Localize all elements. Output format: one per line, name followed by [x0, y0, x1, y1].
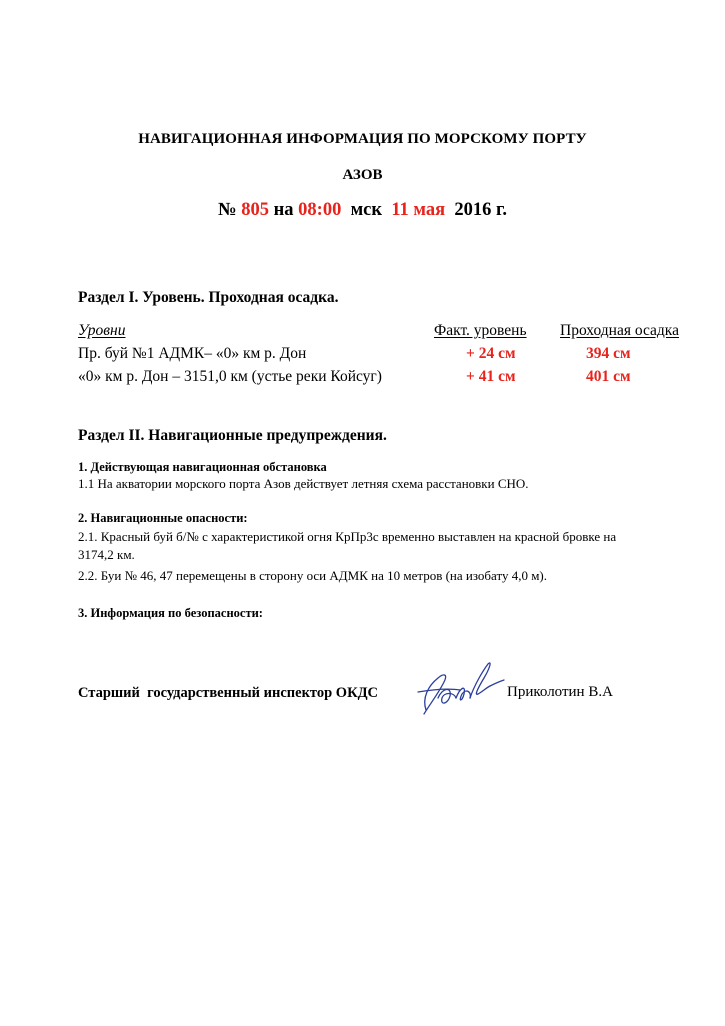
number-sign: № [218, 200, 237, 220]
column-header-draft: Проходная осадка [560, 322, 679, 339]
row1-draft: 394 см [586, 345, 631, 362]
row2-name: «0» км р. Дон – 3151,0 км (устье реки Койсуг) [78, 368, 382, 385]
signer-title: Старший государственный инспектор ОКДС [78, 685, 379, 701]
bulletin-time: 08:00 [298, 200, 342, 220]
row2-fact-level: + 41 см [466, 368, 516, 385]
section2-title: Раздел II. Навигационные предупреждения. [78, 427, 387, 444]
row2-draft: 401 см [586, 368, 631, 385]
subsection2-title: 2. Навигационные опасности: [78, 511, 248, 525]
column-header-fact-level: Факт. уровень [434, 322, 527, 339]
column-header-levels: Уровни [78, 322, 126, 339]
subsection1-line: 1.1 На акватории морского порта Азов действует летняя схема расстановки СНО. [78, 476, 529, 491]
row1-fact-level: + 24 см [466, 345, 516, 362]
signer-name: Приколотин В.А [507, 684, 613, 700]
section1-title: Раздел I. Уровень. Проходная осадка. [78, 289, 339, 306]
subsection3-title: 3. Информация по безопасности: [78, 606, 263, 620]
on-word: на [273, 200, 294, 220]
row1-name: Пр. буй №1 АДМК– «0» км р. Дон [78, 345, 307, 362]
document-title: НАВИГАЦИОННАЯ ИНФОРМАЦИЯ ПО МОРСКОМУ ПОРТУ [138, 131, 587, 147]
subsection1-title: 1. Действующая навигационная обстановка [78, 460, 327, 474]
bulletin-year: 2016 г. [454, 200, 507, 220]
bulletin-line [0, 200, 725, 221]
bulletin-number: 805 [241, 200, 269, 220]
signature-image [408, 658, 508, 720]
bulletin-date: 11 мая [391, 200, 446, 220]
subsection2-line: 2.2. Буи № 46, 47 перемещены в сторону оси АДМК на 10 метров (на изобату 4,0 м). [78, 568, 548, 583]
subsection2-line: 3174,2 км. [78, 547, 135, 562]
subsection2-line: 2.1. Красный буй б/№ с характеристикой огня КрПр3с временно выставлен на красной бровке на [78, 529, 617, 544]
port-name: АЗОВ [342, 167, 383, 183]
timezone: мск [350, 200, 383, 220]
